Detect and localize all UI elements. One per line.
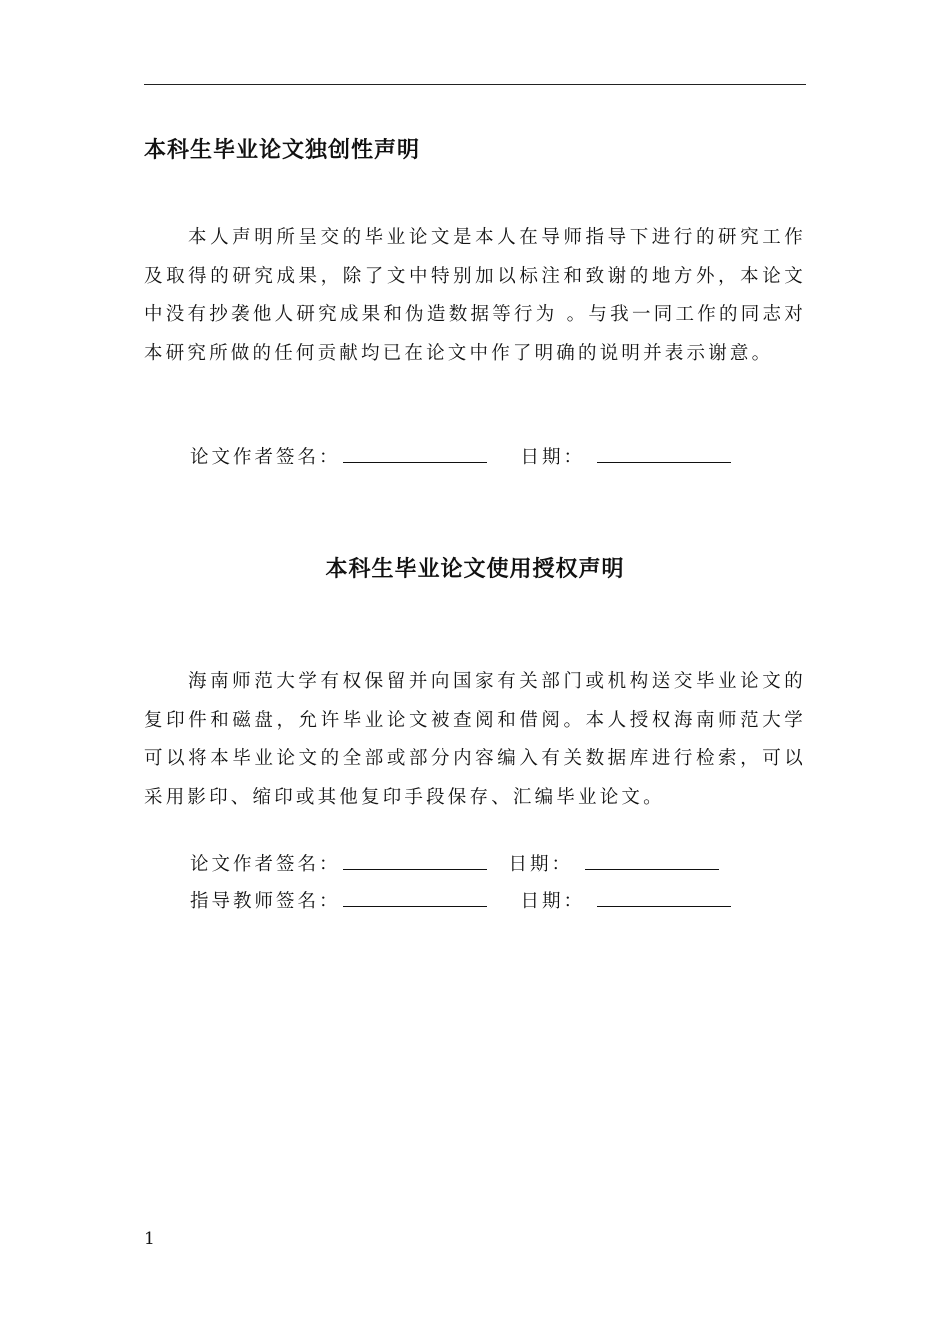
advisor-signature-field[interactable] [343, 888, 487, 907]
authorization-declaration-body: 海南师范大学有权保留并向国家有关部门或机构送交毕业论文的复印件和磁盘，允许毕业论文被查阅和借阅。本人授权海南师范大学可以将本毕业论文的全部或部分内容编入有关数据库进行检索，可以采用影印、缩印或其他复印手段保存、汇编毕业论文。 [144, 671, 806, 808]
advisor-signature-label: 指导教师签名： [190, 891, 341, 912]
advisor-date-field[interactable] [597, 888, 731, 907]
page-number: 1 [144, 1229, 155, 1249]
authorization-declaration-title: 本科生毕业论文使用授权声明 [325, 556, 625, 582]
author-signature-row [190, 851, 719, 877]
author-signature-field[interactable] [343, 444, 487, 463]
header-rule [144, 84, 806, 85]
author-date-label: 日期： [508, 854, 574, 875]
originality-declaration-title: 本科生毕业论文独创性声明 [144, 137, 421, 163]
originality-signature-row [190, 444, 731, 470]
originality-declaration-body: 本人声明所呈交的毕业论文是本人在导师指导下进行的研究工作及取得的研究成果，除了文中特别加以标注和致谢的地方外，本论文中没有抄袭他人研究成果和伪造数据等行为 。与我一同工作的同志对本研究所做的任何贡献均已在论文中作了明确的说明并表示谢意。 [144, 227, 806, 364]
author-date-field[interactable] [585, 851, 719, 870]
date-field[interactable] [597, 444, 731, 463]
author-signature-label: 论文作者签名： [190, 447, 341, 468]
date-label: 日期： [520, 447, 586, 468]
advisor-date-label: 日期： [520, 891, 586, 912]
advisor-signature-row [190, 888, 731, 914]
author-signature-field[interactable] [343, 851, 487, 870]
author-signature-label: 论文作者签名： [190, 854, 341, 875]
